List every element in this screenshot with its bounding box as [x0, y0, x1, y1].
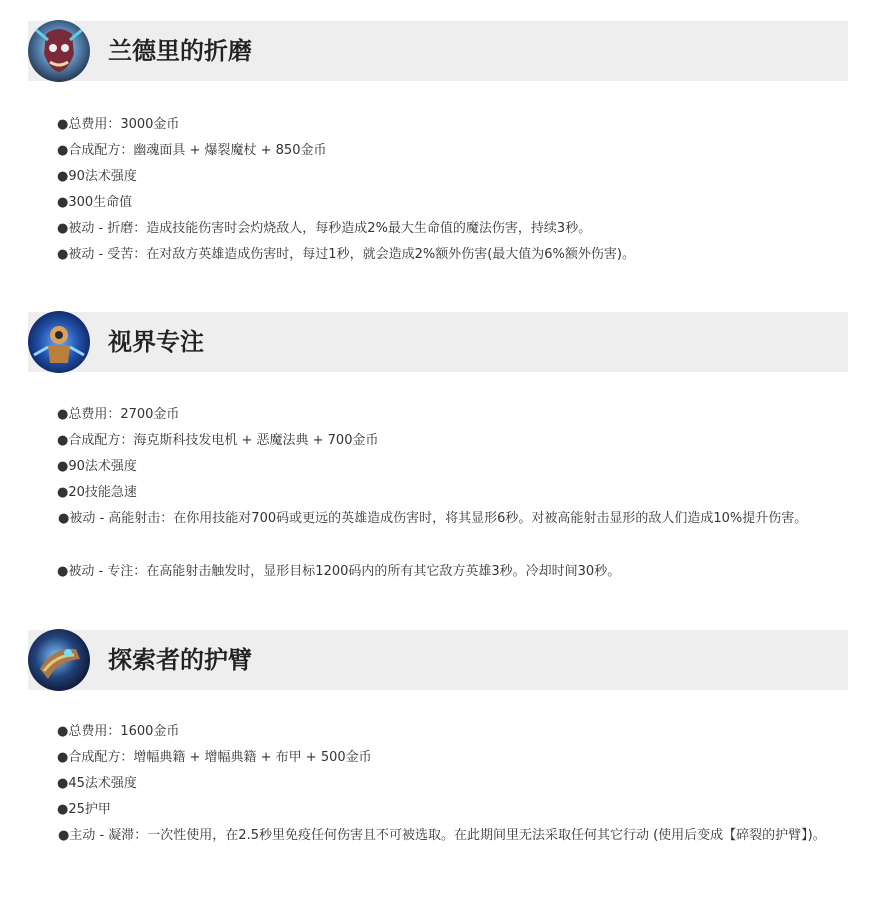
seekers-armguard-icon — [28, 629, 90, 691]
stat-line: ●合成配方：增幅典籍 + 增幅典籍 + 布甲 + 500金币 — [57, 750, 372, 765]
liandry-torment-icon — [28, 20, 90, 82]
stat-line: ●45法术强度 — [57, 776, 137, 791]
stat-line: ●合成配方：海克斯科技发电机 + 恶魔法典 + 700金币 — [57, 433, 379, 448]
stat-line: ●被动 - 专注：在高能射击触发时，显形目标1200码内的所有其它敌方英雄3秒。冷却时间30秒。 — [57, 564, 621, 579]
stat-line: ●90法术强度 — [57, 169, 137, 184]
stat-line: ●25护甲 — [57, 802, 111, 817]
stat-line: ●总费用：1600金币 — [57, 724, 180, 739]
item-title: 探索者的护臂 — [108, 646, 252, 674]
horizon-focus-icon — [28, 311, 90, 373]
item-title: 视界专注 — [108, 328, 204, 356]
stat-line: ●被动 - 折磨：造成技能伤害时会灼烧敌人，每秒造成2%最大生命值的魔法伤害，持续3秒。 — [57, 221, 592, 236]
stat-line: ●合成配方：幽魂面具 + 爆裂魔杖 + 850金币 — [57, 143, 327, 158]
stat-line: ●90法术强度 — [57, 459, 137, 474]
stat-line: ●总费用：2700金币 — [57, 407, 180, 422]
stat-line: ●20技能急速 — [57, 485, 137, 500]
stat-line: ●被动 - 高能射击：在你用技能对700码或更远的英雄造成伤害时，将其显形6秒。对被高能射击显形的敌人们造成10%提升伤害。 — [58, 511, 808, 526]
stat-line: ●被动 - 受苦：在对敌方英雄造成伤害时，每过1秒，就会造成2%额外伤害(最大值为6%额外伤害)。 — [57, 247, 635, 262]
stat-line: ●总费用：3000金币 — [57, 117, 180, 132]
stat-line: ●主动 - 凝滞：一次性使用，在2.5秒里免疫任何伤害且不可被选取。在此期间里无法采取任何其它行动 (使用后变成【碎裂的护臂】)。 — [58, 828, 826, 843]
item-title: 兰德里的折磨 — [108, 37, 252, 65]
stat-line: ●300生命值 — [57, 195, 133, 210]
